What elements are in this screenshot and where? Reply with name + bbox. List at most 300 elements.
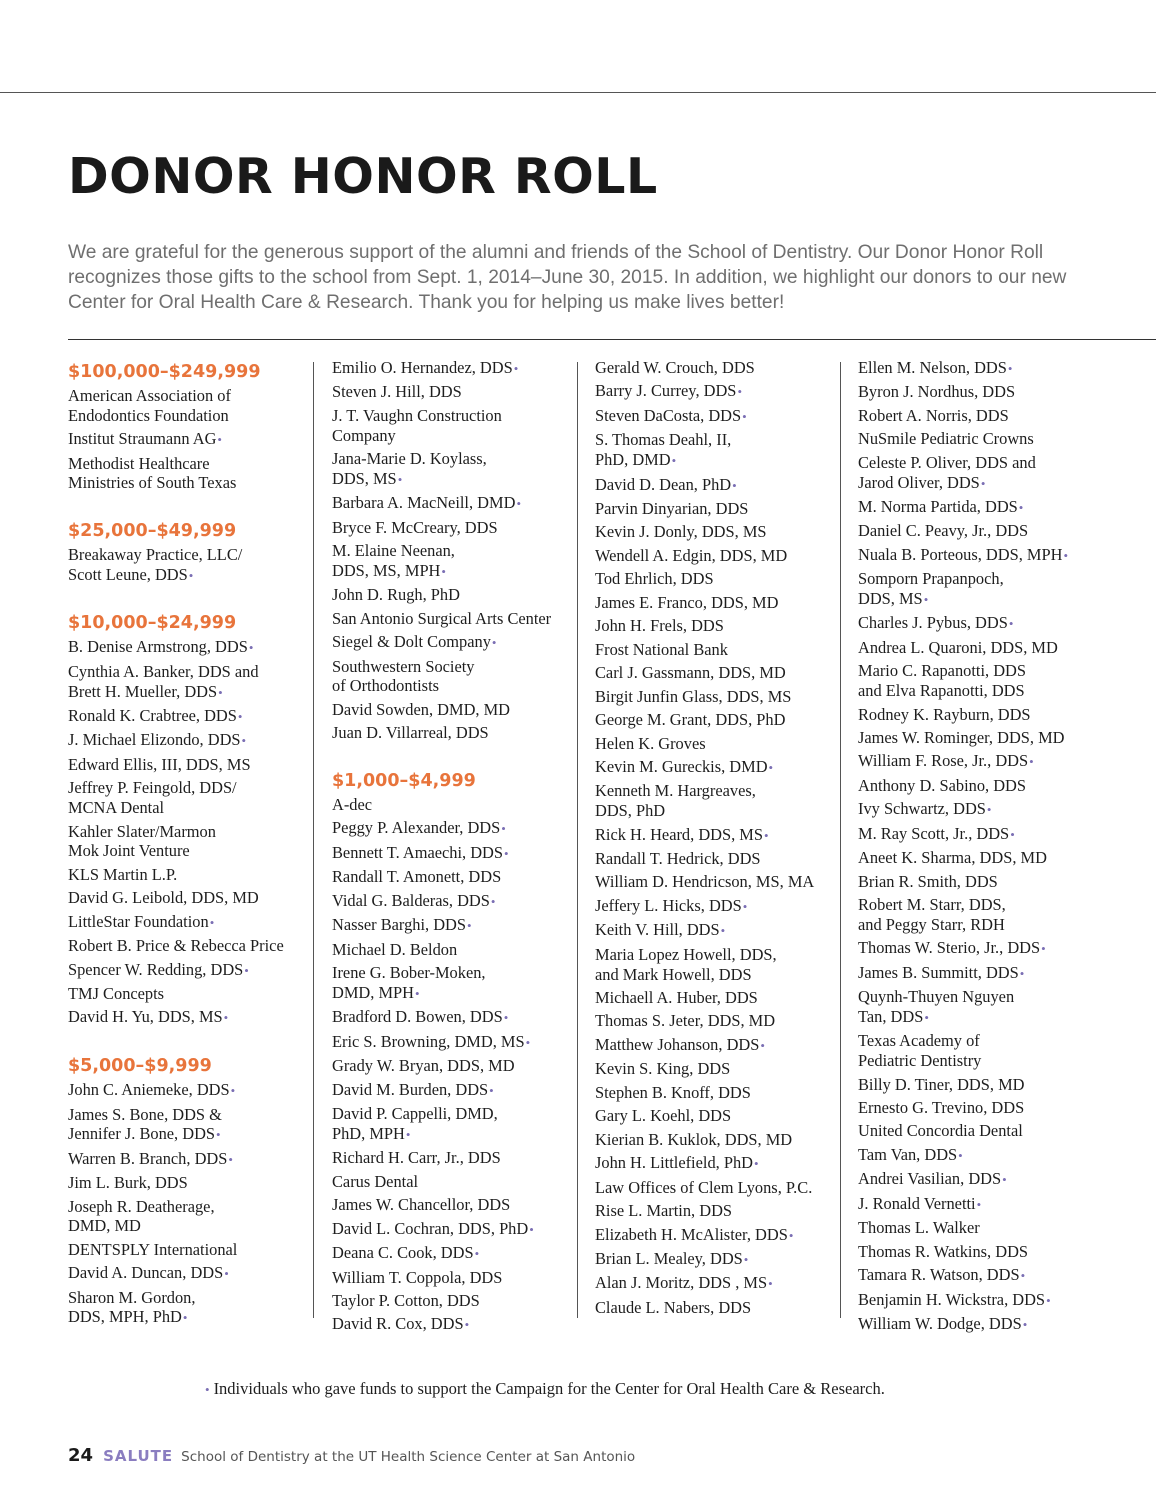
donor-name-line <box>68 637 318 658</box>
donor-name-text: American Association of <box>68 386 231 405</box>
campaign-dot-icon: • <box>490 893 496 909</box>
donor-name-line <box>595 1129 845 1150</box>
donor-name-text: David Sowden, DMD, MD <box>332 699 511 719</box>
donor-name-line <box>332 632 582 653</box>
campaign-dot-icon: • <box>1010 826 1015 842</box>
donor-name-line <box>858 1006 1148 1028</box>
donor-name-text: DMD, MPH <box>332 982 414 1002</box>
donor-name-line <box>858 472 1148 494</box>
campaign-dot-icon: • <box>768 759 774 775</box>
donor-name-text: S. Thomas Deahl, II, <box>595 430 732 450</box>
donor-entry <box>68 637 318 658</box>
donor-name-line <box>595 987 845 1008</box>
donor-entry <box>858 1194 1148 1215</box>
donor-name-line <box>595 710 845 730</box>
donor-name-line <box>68 798 318 818</box>
donor-name-line <box>68 1080 318 1101</box>
donor-list <box>332 358 582 743</box>
donor-name-line <box>858 1289 1148 1311</box>
donor-group <box>332 358 582 743</box>
donor-name-text: Gary L. Koehl, DDS <box>595 1106 732 1126</box>
donor-name-line <box>68 386 318 406</box>
donor-entry <box>68 936 318 956</box>
campaign-dot-icon: • <box>742 898 748 914</box>
donor-name-text: Birgit Junfin Glass, DDS, MS <box>595 686 792 706</box>
donor-name-line <box>595 405 845 427</box>
donor-entry <box>858 1290 1148 1311</box>
donor-name-line <box>858 681 1148 701</box>
donor-entry <box>858 638 1148 658</box>
donor-entry <box>332 449 582 489</box>
donor-name-line <box>332 560 582 582</box>
donor-entry <box>595 1083 845 1103</box>
donor-name-line <box>595 824 845 846</box>
donor-name-line <box>595 920 845 941</box>
donor-entry <box>332 1195 582 1215</box>
campaign-dot-icon: • <box>760 1037 765 1053</box>
donor-name-line <box>332 585 582 605</box>
donor-name-text: Steven J. Hill, DDS <box>332 382 462 402</box>
donor-name-text: M. Elaine Neenan, <box>332 541 455 561</box>
donor-entry <box>332 940 582 960</box>
donor-name-text: Irene G. Bober-Moken, <box>332 963 486 983</box>
donor-name-text: David G. Leibold, DDS, MD <box>68 888 259 908</box>
donor-entry <box>595 430 845 470</box>
donor-name-line <box>332 818 582 839</box>
donor-name-line <box>858 1265 1148 1286</box>
donor-name-text: Keith V. Hill, DDS <box>595 920 720 940</box>
donor-name-line <box>68 473 318 493</box>
campaign-dot-icon: • <box>513 361 519 376</box>
donor-entry <box>68 1197 318 1236</box>
donor-name-line <box>68 661 318 682</box>
donor-name-line <box>332 1148 582 1168</box>
donor-entry <box>858 382 1148 402</box>
donor-name-line <box>858 637 1148 658</box>
donor-name-line <box>858 382 1148 402</box>
donor-name-line <box>332 1314 582 1335</box>
donor-entry <box>858 1169 1148 1190</box>
donor-entry <box>68 888 318 908</box>
donor-name-line <box>68 841 318 861</box>
donor-name-text: William F. Rose, Jr., DDS <box>858 751 1029 771</box>
donor-name-line <box>68 983 318 1004</box>
donor-name-line <box>858 938 1148 959</box>
gift-range-heading: $100,000–$249,999 <box>68 362 261 382</box>
campaign-dot-icon: • <box>1007 361 1013 376</box>
donor-name-text: TMJ Concepts <box>68 983 165 1003</box>
donor-name-line <box>858 613 1148 634</box>
donor-name-line <box>332 1007 582 1028</box>
donor-name-line <box>332 963 582 983</box>
donor-name-line <box>68 453 318 474</box>
campaign-dot-icon: • <box>209 914 215 930</box>
donor-name-line <box>858 569 1148 589</box>
campaign-dot-icon: • <box>1020 1268 1026 1284</box>
donor-name-text: Joseph R. Deatherage, <box>68 1196 215 1216</box>
donor-entry <box>858 613 1148 634</box>
donor-name-text: Gerald W. Crouch, DDS <box>595 358 755 377</box>
donor-entry <box>858 1145 1148 1166</box>
donor-name-line <box>858 429 1148 449</box>
campaign-dot-icon: • <box>1041 941 1046 957</box>
donor-name-text: Frost National Bank <box>595 639 728 659</box>
donor-name-text: KLS Martin L.P. <box>68 864 178 884</box>
donor-name-line <box>332 794 582 815</box>
campaign-dot-icon: • <box>976 1196 982 1212</box>
campaign-dot-icon: • <box>732 477 737 493</box>
donor-entry <box>332 1172 582 1192</box>
donor-name-text: Rick H. Heard, DDS, MS <box>595 824 763 844</box>
donor-name-line <box>332 1079 582 1101</box>
campaign-dot-icon: • <box>489 1082 494 1098</box>
campaign-dot-icon: • <box>503 1010 509 1026</box>
donor-name-line <box>68 821 318 842</box>
donor-entry <box>858 1242 1148 1262</box>
donor-name-text: Emilio O. Hernandez, DDS <box>332 358 513 377</box>
section-divider <box>68 339 1156 340</box>
donor-name-text: William W. Dodge, DDS <box>858 1314 1022 1334</box>
donor-name-text: Tod Ehrlich, DDS <box>595 569 714 589</box>
donor-name-line <box>332 1031 582 1053</box>
donor-entry <box>858 1218 1148 1238</box>
donor-name-text: Randall T. Amonett, DDS <box>332 867 502 887</box>
donor-name-line <box>595 592 845 613</box>
donor-name-line <box>858 1218 1148 1238</box>
donor-name-text: Byron J. Nordhus, DDS <box>858 382 1016 402</box>
donor-name-text: J. Ronald Vernetti <box>858 1193 976 1213</box>
donor-name-text: Eric S. Browning, DMD, MS <box>332 1031 525 1051</box>
donor-entry <box>595 945 845 984</box>
donor-entry <box>68 730 318 751</box>
donor-name-line <box>332 405 582 426</box>
donor-entry <box>332 493 582 514</box>
donor-name-text: Sharon M. Gordon, <box>68 1287 196 1307</box>
donor-name-line <box>858 405 1148 426</box>
donor-name-text: Thomas R. Watkins, DDS <box>858 1241 1029 1261</box>
donor-name-line <box>332 541 582 561</box>
campaign-dot-icon: • <box>441 563 446 579</box>
campaign-dot-icon: • <box>529 1221 534 1237</box>
donor-name-line <box>332 1267 582 1288</box>
donor-name-line <box>858 848 1148 868</box>
gift-range-heading: $10,000–$24,999 <box>68 613 237 634</box>
donor-name-text: Peggy P. Alexander, DDS <box>332 818 501 838</box>
campaign-dot-icon: • <box>205 1382 210 1397</box>
donor-list <box>858 358 1148 1335</box>
donor-name-text: Bennett T. Amaechi, DDS <box>332 842 504 862</box>
donor-name-line <box>858 799 1148 820</box>
donor-name-line <box>332 1218 582 1240</box>
donor-name-line <box>68 1196 318 1217</box>
campaign-dot-icon: • <box>1002 1172 1007 1188</box>
donor-name-line <box>595 1059 845 1079</box>
donor-name-text: Thomas S. Jeter, DDS, MD <box>595 1011 776 1031</box>
donor-name-text: John H. Littlefield, PhD <box>595 1153 753 1173</box>
donor-entry <box>332 1032 582 1053</box>
donor-list <box>68 545 318 585</box>
donor-name-line <box>332 1171 582 1192</box>
donor-name-text: of Orthodontists <box>332 676 439 696</box>
donor-entry <box>858 987 1148 1027</box>
gift-range-heading: $25,000–$49,999 <box>68 521 237 542</box>
donor-entry <box>858 429 1148 449</box>
donor-name-line <box>858 775 1148 796</box>
donor-group <box>858 358 1148 1335</box>
donor-name-line <box>68 730 318 751</box>
campaign-dot-icon: • <box>414 985 420 1001</box>
donor-name-text: Breakaway Practice, LLC/ <box>68 545 243 565</box>
donor-name-text: Anthony D. Sabino, DDS <box>858 775 1027 795</box>
donor-name-text: Kevin J. Donly, DDS, MS <box>595 522 767 542</box>
campaign-dot-icon: • <box>223 1010 229 1026</box>
donor-entry <box>858 751 1148 772</box>
donor-name-text: Warren B. Branch, DDS <box>68 1148 228 1168</box>
donor-name-text: Rise L. Martin, DDS <box>595 1201 733 1221</box>
donor-name-line <box>595 616 845 636</box>
donor-group <box>68 612 318 1028</box>
donor-name-line <box>595 1273 845 1294</box>
donor-entry <box>595 1059 845 1079</box>
donor-entry <box>595 616 845 636</box>
campaign-dot-icon: • <box>671 453 677 469</box>
donor-name-text: Richard H. Carr, Jr., DDS <box>332 1148 501 1168</box>
campaign-dot-icon: • <box>1046 1292 1051 1308</box>
donor-name-line <box>858 962 1148 984</box>
donor-name-text: Jana-Marie D. Koylass, <box>332 449 487 469</box>
donor-name-text: Vidal G. Balderas, DDS <box>332 890 490 910</box>
donor-name-text: Alan J. Moritz, DDS , MS <box>595 1273 768 1293</box>
donor-name-text: James E. Franco, DDS, MD <box>595 592 779 612</box>
donor-entry <box>595 593 845 613</box>
donor-name-line <box>595 781 845 801</box>
donor-name-line <box>595 1082 845 1103</box>
donor-name-line <box>332 468 582 490</box>
donor-entry <box>68 1173 318 1193</box>
donor-name-line <box>68 754 318 775</box>
donor-entry <box>68 960 318 981</box>
donor-entry <box>68 706 318 727</box>
campaign-dot-icon: • <box>217 432 222 448</box>
donor-name-line <box>68 1239 318 1260</box>
donor-entry <box>68 778 318 817</box>
donor-name-text: Endodontics Foundation <box>68 405 229 425</box>
donor-entry <box>68 545 318 585</box>
donor-name-line <box>68 564 318 586</box>
campaign-dot-icon: • <box>188 567 194 583</box>
campaign-dot-icon: • <box>924 1009 929 1025</box>
donor-name-text: Thomas L. Walker <box>858 1218 980 1238</box>
donor-name-text: Carl J. Gassmann, DDS, MD <box>595 663 786 683</box>
donor-entry <box>858 895 1148 934</box>
campaign-dot-icon: • <box>230 1083 236 1099</box>
donor-name-text: David H. Yu, DDS, MS <box>68 1007 223 1027</box>
donor-name-text: Texas Academy of <box>858 1031 980 1051</box>
donor-name-text: James W. Rominger, DDS, MD <box>858 728 1065 747</box>
donor-entry <box>595 920 845 941</box>
donor-entry <box>332 867 582 887</box>
donor-name-line <box>595 849 845 869</box>
donor-name-line <box>858 661 1148 681</box>
donor-name-text: Siegel & Dolt Company <box>332 632 491 652</box>
donor-name-line <box>332 842 582 864</box>
donor-entry <box>68 1105 318 1145</box>
donor-entry <box>595 1178 845 1198</box>
donor-entry <box>595 1225 845 1246</box>
donor-name-line <box>332 699 582 720</box>
donor-name-text: James S. Bone, DDS & <box>68 1104 222 1124</box>
donor-entry <box>595 1106 845 1126</box>
donor-name-text: Kevin S. King, DDS <box>595 1059 731 1079</box>
donor-name-line <box>332 1104 582 1124</box>
donor-entry <box>858 824 1148 845</box>
donor-name-text: Mario C. Rapanotti, DDS <box>858 661 1026 681</box>
campaign-dot-icon: • <box>980 475 986 491</box>
campaign-dot-icon: • <box>182 1310 188 1326</box>
donor-name-text: A-dec <box>332 794 373 814</box>
donor-name-line <box>595 1011 845 1031</box>
donor-name-line <box>68 1263 318 1284</box>
donor-name-line <box>595 1248 845 1270</box>
donor-entry <box>68 454 318 493</box>
donor-name-line <box>68 936 318 956</box>
donor-name-line <box>858 1193 1148 1215</box>
donor-name-line <box>332 1056 582 1076</box>
donor-name-text: Ernesto G. Trevino, DDS <box>858 1098 1025 1117</box>
donor-name-text: Claude L. Nabers, DDS <box>595 1297 752 1317</box>
donor-name-text: Brian R. Smith, DDS <box>858 871 998 891</box>
donor-entry <box>595 475 845 496</box>
donor-name-text: Ellen M. Nelson, DDS <box>858 358 1007 377</box>
campaign-dot-icon: • <box>218 684 223 700</box>
donor-name-text: Maria Lopez Howell, DDS, <box>595 944 777 964</box>
donor-name-text: M. Norma Partida, DDS <box>858 496 1018 516</box>
campaign-dot-icon: • <box>1022 1317 1028 1333</box>
campaign-dot-icon: • <box>742 408 747 424</box>
donor-name-text: Cynthia A. Banker, DDS and <box>68 661 259 681</box>
donor-name-text: George M. Grant, DDS, PhD <box>595 710 786 730</box>
campaign-dot-icon: • <box>958 1147 963 1163</box>
donor-name-text: B. Denise Armstrong, DDS <box>68 637 248 657</box>
donor-name-line <box>595 686 845 707</box>
donor-name-line <box>595 663 845 683</box>
donor-name-line <box>858 358 1148 379</box>
donor-name-line <box>332 867 582 887</box>
donor-name-text: James W. Chancellor, DDS <box>332 1195 511 1215</box>
page-number: 24 <box>68 1445 94 1466</box>
donor-name-line <box>68 888 318 908</box>
donor-entry <box>858 406 1148 426</box>
donor-entry <box>332 1314 582 1335</box>
donor-entry <box>595 381 845 402</box>
campaign-dot-icon: • <box>464 1317 470 1333</box>
donor-name-line <box>332 1195 582 1215</box>
donor-name-line <box>68 1287 318 1308</box>
donor-entry <box>332 915 582 936</box>
donor-name-line <box>858 521 1148 541</box>
donor-name-line <box>858 914 1148 935</box>
donor-name-line <box>595 756 845 778</box>
donor-name-line <box>595 1201 845 1221</box>
donor-name-text: David D. Dean, PhD <box>595 474 732 494</box>
donor-name-line <box>332 1123 582 1145</box>
donor-name-line <box>332 608 582 629</box>
donor-name-text: Carus Dental <box>332 1171 419 1191</box>
donor-entry <box>595 872 845 892</box>
donor-entry <box>858 1265 1148 1286</box>
donor-entry <box>68 386 318 425</box>
donor-name-text: Taylor P. Cotton, DDS <box>332 1290 480 1310</box>
donor-name-line <box>595 1034 845 1056</box>
donor-entry <box>332 406 582 445</box>
donor-name-line <box>332 939 582 960</box>
donor-name-line <box>595 450 845 471</box>
donor-name-line <box>68 1124 318 1145</box>
donor-entry <box>68 755 318 775</box>
donor-name-line <box>858 1074 1148 1095</box>
donor-name-text: Scott Leune, DDS <box>68 564 188 584</box>
donor-name-text: Law Offices of Clem Lyons, P.C. <box>595 1177 813 1197</box>
donor-entry <box>858 963 1148 984</box>
donor-entry <box>332 1268 582 1288</box>
gift-range-heading: $5,000–$9,999 <box>68 1056 212 1077</box>
donor-name-line <box>858 452 1148 473</box>
donor-entry <box>332 795 582 815</box>
publisher-name: School of Dentistry at the UT Health Science Center at San Antonio <box>181 1449 636 1465</box>
donor-entry <box>858 569 1148 609</box>
donor-name-line <box>68 1216 318 1236</box>
donor-name-line <box>858 1031 1148 1051</box>
donor-name-text: David L. Cochran, DDS, PhD <box>332 1218 529 1238</box>
donor-name-line <box>332 723 582 743</box>
campaign-dot-icon: • <box>237 709 243 725</box>
donor-entry <box>858 872 1148 892</box>
donor-name-text: Rodney K. Rayburn, DDS <box>858 704 1031 724</box>
footnote <box>205 1379 885 1399</box>
page-footer <box>68 1445 635 1466</box>
donor-entry <box>332 843 582 864</box>
donor-name-line <box>595 498 845 519</box>
donor-name-line <box>858 728 1148 748</box>
donor-entry <box>858 938 1148 959</box>
donor-name-text: Andrea L. Quaroni, DDS, MD <box>858 637 1058 657</box>
donor-name-text: DDS, PhD <box>595 801 666 821</box>
donor-entry <box>332 382 582 402</box>
donor-list <box>68 1080 318 1328</box>
donor-name-text: William T. Coppola, DDS <box>332 1267 503 1287</box>
donor-name-text: Southwestern Society <box>332 656 475 676</box>
campaign-dot-icon: • <box>228 1151 233 1167</box>
donor-entry <box>595 1249 845 1270</box>
donor-name-text: Jeffery L. Hicks, DDS <box>595 895 742 915</box>
donor-name-line <box>332 656 582 677</box>
donor-name-text: Mok Joint Venture <box>68 841 190 861</box>
top-divider <box>0 92 1156 93</box>
gift-range-heading: $1,000–$4,999 <box>332 770 476 791</box>
donor-name-line <box>595 964 845 985</box>
donor-entry <box>68 1240 318 1260</box>
campaign-dot-icon: • <box>467 918 472 934</box>
campaign-dot-icon: • <box>764 827 769 843</box>
campaign-dot-icon: • <box>525 1034 531 1050</box>
donor-entry <box>332 1243 582 1264</box>
donor-entry <box>858 848 1148 868</box>
donor-entry <box>595 1035 845 1056</box>
donor-entry <box>595 522 845 542</box>
donor-name-text: David M. Burden, DDS <box>332 1079 489 1099</box>
donor-name-line <box>858 496 1148 518</box>
donor-name-text: Matthew Johanson, DDS <box>595 1034 760 1054</box>
